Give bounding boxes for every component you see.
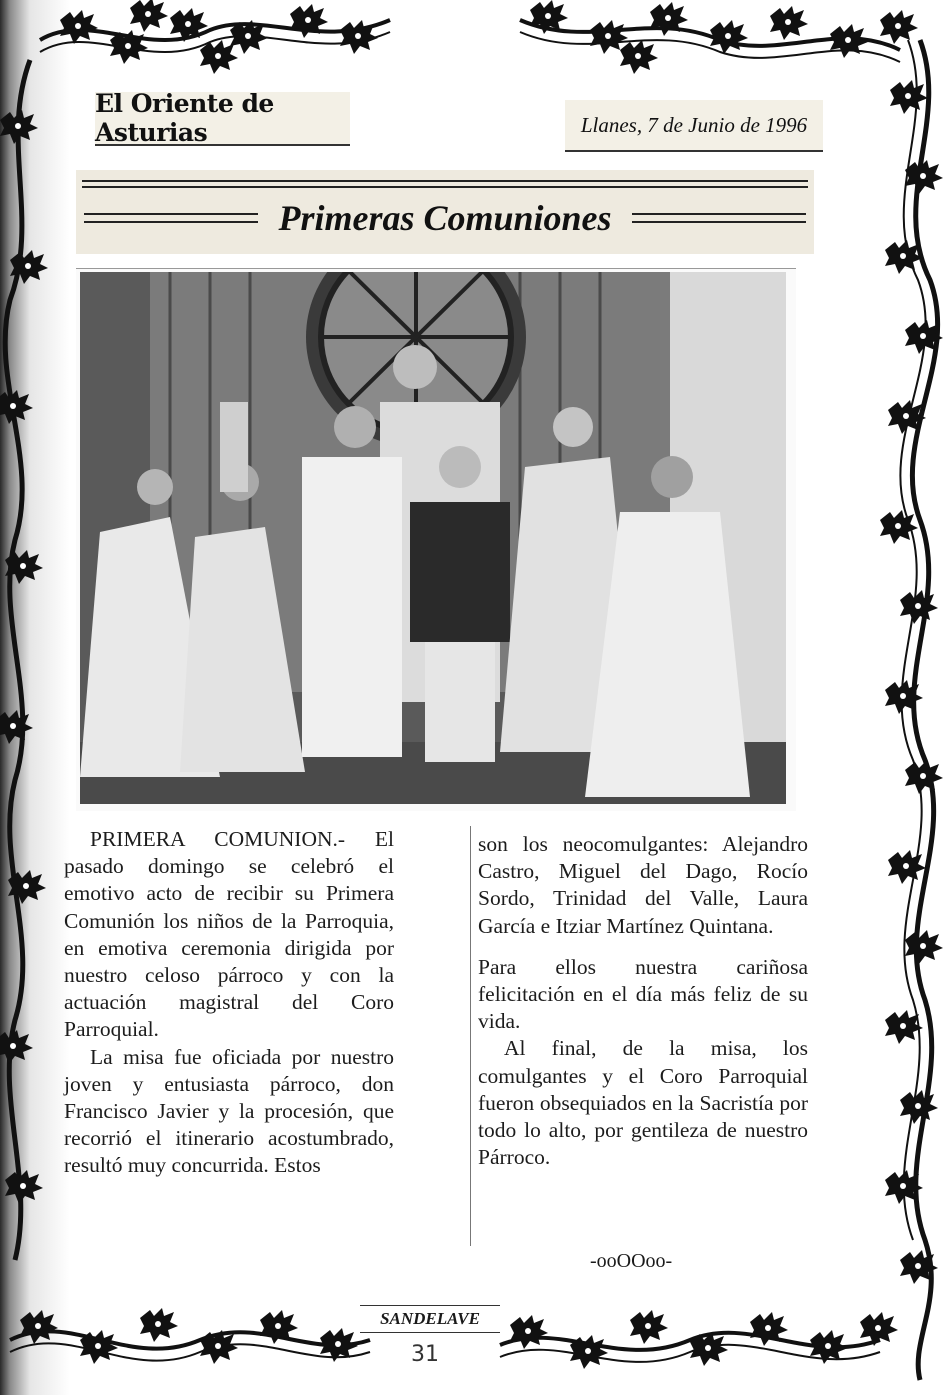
headline-dash-right bbox=[632, 213, 806, 223]
article-paragraph-2: La misa fue oficiada por nuestro joven y entusiasta párroco, don Francisco Javier y la procesión, que recorrió el itinerario acostumbrado, resultó muy concurrida. Estos bbox=[64, 1044, 394, 1178]
photo-illustration bbox=[80, 272, 786, 804]
footer-publication-label: SANDELAVE bbox=[360, 1305, 500, 1333]
column-divider bbox=[470, 826, 471, 1246]
page-number: 31 bbox=[411, 1342, 439, 1367]
article-column-right bbox=[478, 831, 808, 1171]
article-paragraph-3: son los neocomulgantes: Alejandro Castro, Miguel del Dago, Rocío Sordo, Trinidad del Valle, Laura García e Itziar Martínez Quintana. bbox=[478, 832, 808, 938]
article-headline-box bbox=[76, 170, 814, 254]
article-paragraph-4: Para ellos nuestra cariñosa felicitación en el día más feliz de su vida. bbox=[478, 954, 808, 1034]
masthead-text: El Oriente de Asturias bbox=[95, 89, 274, 147]
newspaper-masthead bbox=[95, 89, 350, 147]
newspaper-dateline bbox=[565, 100, 823, 152]
article-column-left bbox=[64, 826, 394, 1180]
headline-title-row bbox=[76, 194, 814, 242]
first-communion-group-photo bbox=[80, 272, 786, 804]
article-headline: Primeras Comuniones bbox=[278, 198, 612, 238]
dateline-text: Llanes, 7 de Junio de 1996 bbox=[580, 112, 808, 137]
article-paragraph-5: Al final, de la misa, los comulgantes y el Coro Parroquial fueron obsequiados en la Sacristía por todo lo alto, por gentileza de nuestro Párroco. bbox=[478, 1036, 808, 1170]
closing-ornament-text: -ooOOoo- bbox=[590, 1250, 673, 1272]
headline-dash-left bbox=[84, 213, 258, 223]
article-paragraph-1: PRIMERA COMUNION.- El pasado domingo se celebró el emotivo acto de recibir su Primera Comunión los niños de la Parroquia, en emotiva ceremonia dirigida por nuestro celoso párroco y con la actuación magistral del Coro Parroquial. bbox=[64, 827, 394, 1042]
headline-rule-top-2 bbox=[82, 186, 808, 188]
headline-rule-top bbox=[82, 180, 808, 182]
